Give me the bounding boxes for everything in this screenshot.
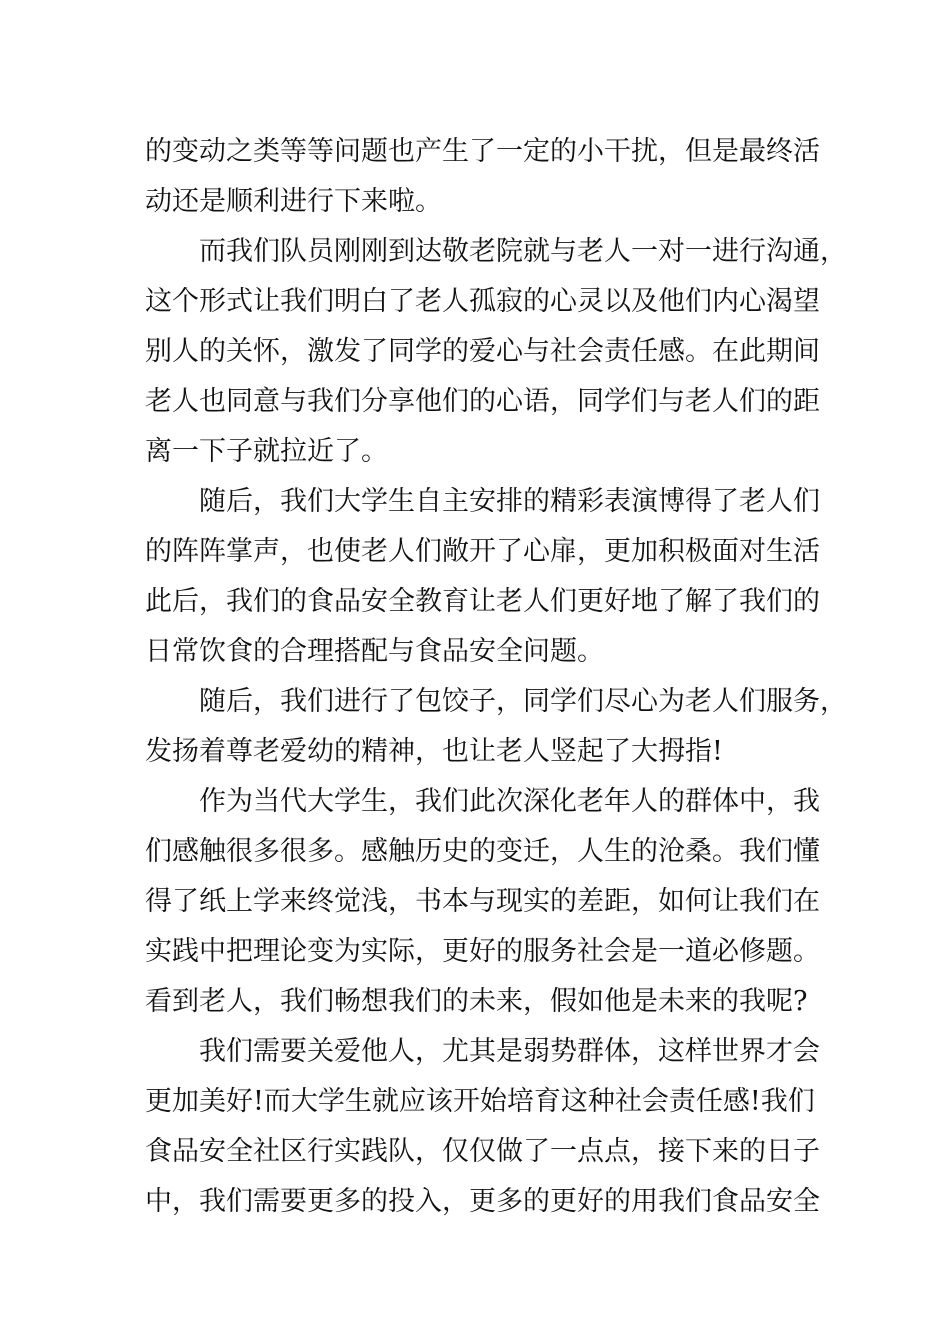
document-body bbox=[145, 127, 847, 1227]
paragraph-2 bbox=[145, 227, 847, 477]
text-line: 食品安全社区行实践队，仅仅做了一点点，接下来的日子 bbox=[145, 1136, 820, 1167]
text-line: 发扬着尊老爱幼的精神，也让老人竖起了大拇指! bbox=[145, 736, 723, 767]
text-line: 而我们队员刚刚到达敬老院就与老人一对一进行沟通， bbox=[199, 236, 847, 267]
text-line: 看到老人，我们畅想我们的未来，假如他是未来的我呢? bbox=[145, 986, 808, 1017]
text-line: 离一下子就拉近了。 bbox=[145, 436, 388, 467]
text-line: 的阵阵掌声，也使老人们敞开了心扉，更加积极面对生活 bbox=[145, 536, 820, 567]
text-line: 们感触很多很多。感触历史的变迁，人生的沧桑。我们懂 bbox=[145, 836, 820, 867]
text-line: 老人也同意与我们分享他们的心语，同学们与老人们的距 bbox=[145, 386, 820, 417]
text-line: 作为当代大学生，我们此次深化老年人的群体中，我 bbox=[199, 786, 820, 817]
paragraph-5 bbox=[145, 777, 825, 1027]
text-line: 日常饮食的合理搭配与食品安全问题。 bbox=[145, 636, 604, 667]
text-line: 此后，我们的食品安全教育让老人们更好地了解了我们的 bbox=[145, 586, 820, 617]
text-line: 中，我们需要更多的投入，更多的更好的用我们食品安全 bbox=[145, 1186, 820, 1217]
text-line: 随后，我们进行了包饺子，同学们尽心为老人们服务， bbox=[199, 686, 847, 717]
text-line: 得了纸上学来终觉浅，书本与现实的差距，如何让我们在 bbox=[145, 886, 820, 917]
text-line: 的变动之类等等问题也产生了一定的小干扰，但是最终活 bbox=[145, 136, 820, 167]
text-line: 别人的关怀，激发了同学的爱心与社会责任感。在此期间 bbox=[145, 336, 820, 367]
text-line: 动还是顺利进行下来啦。 bbox=[145, 186, 442, 217]
paragraph-4 bbox=[145, 677, 847, 777]
paragraph-3 bbox=[145, 477, 825, 677]
text-line: 更加美好!而大学生就应该开始培育这种社会责任感!我们 bbox=[145, 1086, 815, 1117]
paragraph-1 bbox=[145, 127, 825, 227]
text-line: 随后，我们大学生自主安排的精彩表演博得了老人们 bbox=[199, 486, 820, 517]
paragraph-6 bbox=[145, 1027, 825, 1227]
text-line: 这个形式让我们明白了老人孤寂的心灵以及他们内心渴望 bbox=[145, 286, 820, 317]
text-line: 实践中把理论变为实际，更好的服务社会是一道必修题。 bbox=[145, 936, 820, 967]
text-line: 我们需要关爱他人，尤其是弱势群体，这样世界才会 bbox=[199, 1036, 820, 1067]
